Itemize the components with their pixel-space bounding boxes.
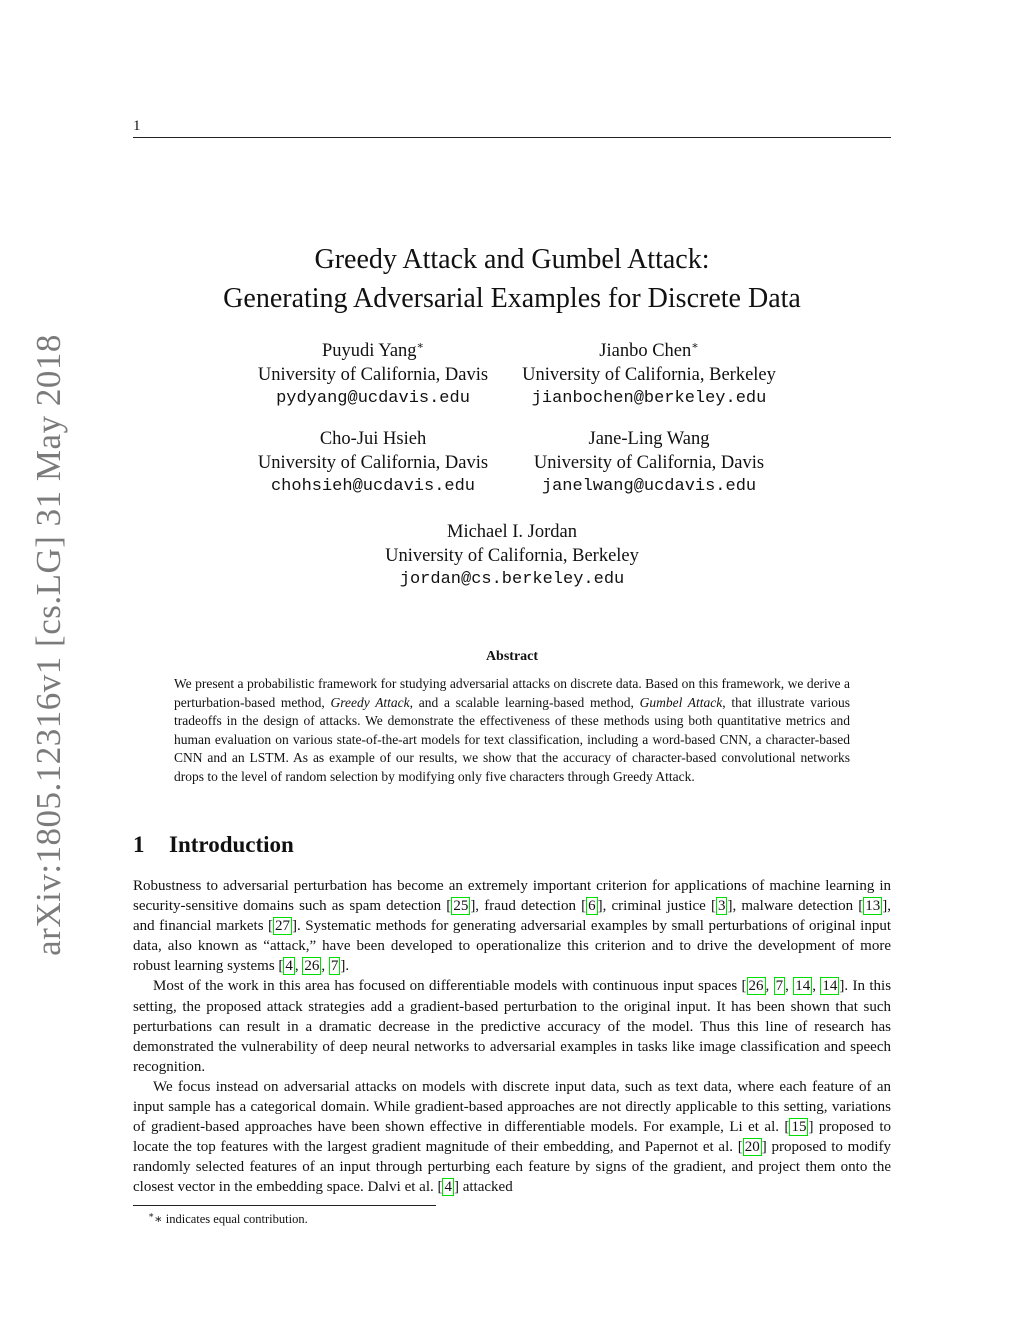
body-text bbox=[133, 876, 891, 1198]
citation-link[interactable]: 7 bbox=[330, 958, 339, 975]
paper-title bbox=[133, 240, 891, 318]
citation-link[interactable]: 26 bbox=[304, 958, 320, 975]
citation-link[interactable]: 25 bbox=[453, 898, 469, 915]
author-block bbox=[287, 520, 737, 592]
section-heading bbox=[133, 832, 294, 858]
arxiv-stamp: arXiv:1805.12316v1 [cs.LG] 31 May 2018 bbox=[29, 334, 68, 956]
paragraph: Robustness to adversarial perturbation has become an extremely important criterion for applications of machine learning in security-sensitive domains such as spam detection [ 25 ], fraud detection [ 6 ], criminal justice [ 3 ], malware detection [ 13 ], and financial markets [ 27 ]. Systematic methods for generating adversarial examples by small perturbations of original input data, also known as “attack,” have been developed to operationalize this criterion and to drive the development of more robust learning systems [ 4 , 26 , 7 ]. bbox=[133, 878, 892, 975]
citation-link[interactable]: 7 bbox=[775, 978, 784, 995]
title-line-1: Greedy Attack and Gumbel Attack: bbox=[314, 244, 710, 275]
footnote-rule bbox=[133, 1205, 436, 1206]
author-name: Jane-Ling Wang bbox=[588, 429, 710, 449]
citation-link[interactable]: 4 bbox=[444, 1179, 452, 1196]
author-email[interactable]: jianbochen@berkeley.edu bbox=[531, 389, 767, 409]
author-name: Jianbo Chen∗ bbox=[599, 340, 699, 362]
author-name: Puyudi Yang∗ bbox=[321, 340, 425, 362]
abstract-body: We present a probabilistic framework for studying adversarial attacks on discrete data. Based on this framework, we derive a perturbation-based method, Greedy Attack, and a scalable learning-based method, Gumbel Attack, that illustrate various tradeoffs in the design of attacks. We demonstrate the effectiveness of these methods using both quantitative metrics and human evaluation on various state-of-the-art models for text classification, including a word-based CNN, a character-based CNN and an LSTM. As as example of our results, we show that the accuracy of character-based convolutional networks drops to the level of random selection by modifying only five characters through Greedy Attack. bbox=[174, 676, 850, 784]
author-affiliation: University of California, Berkeley bbox=[385, 546, 639, 566]
author-email[interactable]: chohsieh@ucdavis.edu bbox=[270, 477, 476, 496]
author-name: Cho-Jui Hsieh bbox=[319, 429, 427, 449]
citation-link[interactable]: 13 bbox=[865, 898, 881, 915]
author-affiliation: University of California, Davis bbox=[257, 453, 489, 473]
author-email[interactable]: jordan@cs.berkeley.edu bbox=[399, 570, 625, 589]
citation-link[interactable]: 20 bbox=[744, 1139, 760, 1156]
citation-link[interactable]: 14 bbox=[795, 978, 811, 995]
footnote-mark: ∗ bbox=[148, 1210, 155, 1220]
page-number: 1 bbox=[133, 118, 141, 134]
author-email[interactable]: janelwang@ucdavis.edu bbox=[541, 477, 757, 496]
paragraph: Most of the work in this area has focused on differentiable models with continuous input spaces [ 26 , 7 , 14 , 14 ]. In this setting, the proposed attack strategies add a gradient-based perturbation to the original input. It has been shown that such perturbations can result in a dramatic decrease in the predictive accuracy of the model. Thus this line of research has demonstrated the vulnerability of deep neural networks to adversarial examples in tasks like image classification and speech recognition. bbox=[133, 978, 892, 1075]
author-block bbox=[474, 334, 824, 411]
citation-link[interactable]: 3 bbox=[717, 898, 726, 915]
citation-link[interactable]: 15 bbox=[791, 1119, 807, 1136]
footnote: ∗∗ indicates equal contribution. bbox=[148, 1210, 308, 1227]
title-line-2: Generating Adversarial Examples for Discrete Data bbox=[223, 283, 801, 314]
author-affiliation: University of California, Berkeley bbox=[522, 365, 776, 386]
header-rule bbox=[133, 137, 891, 138]
author-affiliation: University of California, Davis bbox=[533, 453, 765, 473]
paragraph: We focus instead on adversarial attacks on models with discrete input data, such as text data, where each feature of an input sample has a categorical domain. While gradient-based approaches are not directly applicable to this setting, variations of gradient-based approaches have been shown effective in differentiable models. For example, Li et al. [ 15 ] proposed to locate the top features with the largest gradient magnitude of their embedding, and Papernot et al. [ 20 ] proposed to modify randomly selected features of an input through perturbing each feature by signs of the gradient, and project them onto the closest vector in the embedding space. Dalvi et al. [ 4 ] attacked bbox=[133, 1078, 891, 1196]
section-title: Introduction bbox=[169, 832, 294, 857]
author-name: Michael I. Jordan bbox=[447, 522, 577, 542]
author-affiliation: University of California, Davis bbox=[257, 365, 489, 386]
section-number: 1 bbox=[133, 832, 145, 857]
citation-link[interactable]: 27 bbox=[275, 918, 291, 935]
method-name: Gumbel Attack bbox=[639, 694, 723, 710]
method-name: Greedy Attack bbox=[330, 694, 410, 710]
author-email[interactable]: pydyang@ucdavis.edu bbox=[276, 389, 470, 409]
citation-link[interactable]: 14 bbox=[822, 978, 838, 995]
citation-link[interactable]: 6 bbox=[588, 898, 596, 915]
abstract-heading: Abstract bbox=[485, 649, 539, 664]
citation-link[interactable]: 26 bbox=[748, 978, 764, 995]
author-block bbox=[474, 427, 824, 499]
citation-link[interactable]: 4 bbox=[285, 958, 293, 975]
